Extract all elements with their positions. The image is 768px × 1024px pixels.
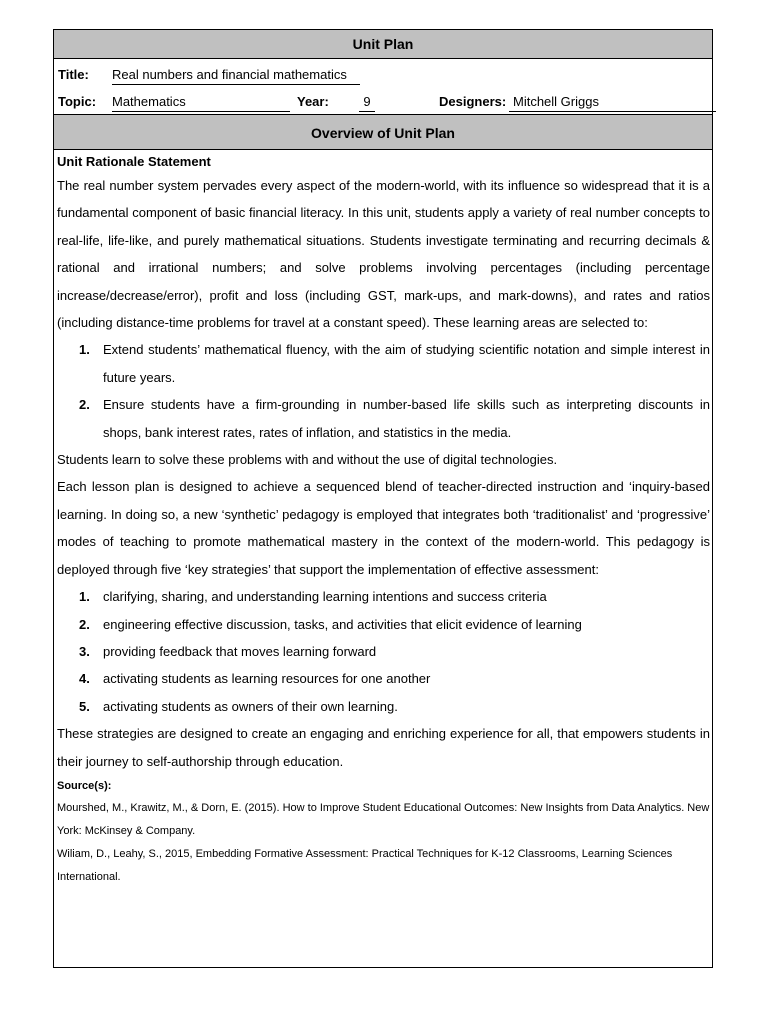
unit-plan-document bbox=[53, 29, 713, 968]
list-text: Extend students’ mathematical fluency, with the aim of studying scientific notation and simple interest in future years. bbox=[103, 342, 710, 385]
rationale-paragraph-1: The real number system pervades every aspect of the modern-world, with its influence so widespread that it is a fundamental component of basic financial literacy. In this unit, students apply a variety of real number concepts to real-life, life-like, and purely mathematical situations. Students investigate terminating and recurring decimals & rational and irrational numbers; and solve problems involving percentages (including percentage increase/decrease/error), profit and loss (including GST, mark-ups, and mark-downs), and rates and ratios (including distance-time problems for travel at a constant speed). These learning areas are selected to: bbox=[57, 178, 710, 331]
title-value: Real numbers and financial mathematics bbox=[112, 67, 360, 85]
source-citation-1: Mourshed, M., Krawitz, M., & Dorn, E. (2015). How to Improve Student Educational Outcomes: New Insights from Data Analytics. New York: McKinsey & Company. bbox=[57, 801, 710, 837]
year-label: Year: bbox=[297, 94, 329, 109]
overview-heading: Overview of Unit Plan bbox=[54, 114, 712, 150]
list-text: engineering effective discussion, tasks, and activities that elicit evidence of learning bbox=[103, 616, 582, 632]
list-number: 2. bbox=[79, 397, 90, 413]
list-text: activating students as learning resources for one another bbox=[103, 671, 431, 687]
overview-body bbox=[54, 151, 712, 889]
learning-areas-list bbox=[57, 336, 710, 446]
sources-heading: Source(s): bbox=[57, 779, 112, 792]
list-text: clarifying, sharing, and understanding learning intentions and success criteria bbox=[103, 589, 547, 605]
key-strategies-list bbox=[57, 583, 710, 720]
list-item bbox=[57, 665, 710, 692]
designers-label: Designers: bbox=[439, 94, 507, 109]
title-label: Title: bbox=[58, 67, 89, 82]
list-item bbox=[57, 611, 710, 638]
list-text: Ensure students have a firm-grounding in number-based life skills such as interpreting discounts in shops, bank interest rates, rates of inflation, and statistics in the media. bbox=[103, 397, 710, 440]
list-number: 4. bbox=[79, 671, 90, 687]
rationale-heading: Unit Rationale Statement bbox=[57, 154, 211, 169]
topic-row bbox=[54, 88, 712, 114]
list-item bbox=[57, 638, 710, 665]
title-row bbox=[54, 59, 712, 88]
source-citation-2: Wiliam, D., Leahy, S., 2015, Embedding Formative Assessment: Practical Techniques for K-12 Classrooms, Learning Sciences International. bbox=[57, 847, 673, 883]
designers-value: Mitchell Griggs bbox=[509, 94, 716, 112]
list-number: 5. bbox=[79, 698, 90, 714]
topic-value: Mathematics bbox=[112, 94, 290, 112]
rationale-paragraph-3: Each lesson plan is designed to achieve a sequenced blend of teacher-directed instruction and ‘inquiry-based learning. In doing so, a new ‘synthetic’ pedagogy is employed that integrates both ‘traditionalist’ and ‘progressive’ modes of teaching to promote mathematical mastery in the context of the modern-world. This pedagogy is deployed through five ‘key strategies’ that support the implementation of effective assessment: bbox=[57, 479, 710, 577]
list-number: 3. bbox=[79, 643, 90, 659]
list-number: 1. bbox=[79, 342, 90, 358]
year-value: 9 bbox=[359, 94, 375, 112]
topic-label: Topic: bbox=[58, 94, 97, 109]
list-number: 2. bbox=[79, 616, 90, 632]
list-item bbox=[57, 336, 710, 391]
list-number: 1. bbox=[79, 589, 90, 605]
rationale-paragraph-2: Students learn to solve these problems with and without the use of digital technologies. bbox=[57, 452, 558, 468]
rationale-paragraph-4: These strategies are designed to create an engaging and enriching experience for all, that empowers students in their journey to self-authorship through education. bbox=[57, 726, 710, 769]
list-text: activating students as owners of their own learning. bbox=[103, 698, 398, 714]
page-title: Unit Plan bbox=[54, 30, 712, 59]
list-item bbox=[57, 391, 710, 446]
list-text: providing feedback that moves learning forward bbox=[103, 643, 377, 659]
unit-meta bbox=[54, 59, 712, 114]
list-item bbox=[57, 583, 710, 610]
list-item bbox=[57, 693, 710, 720]
